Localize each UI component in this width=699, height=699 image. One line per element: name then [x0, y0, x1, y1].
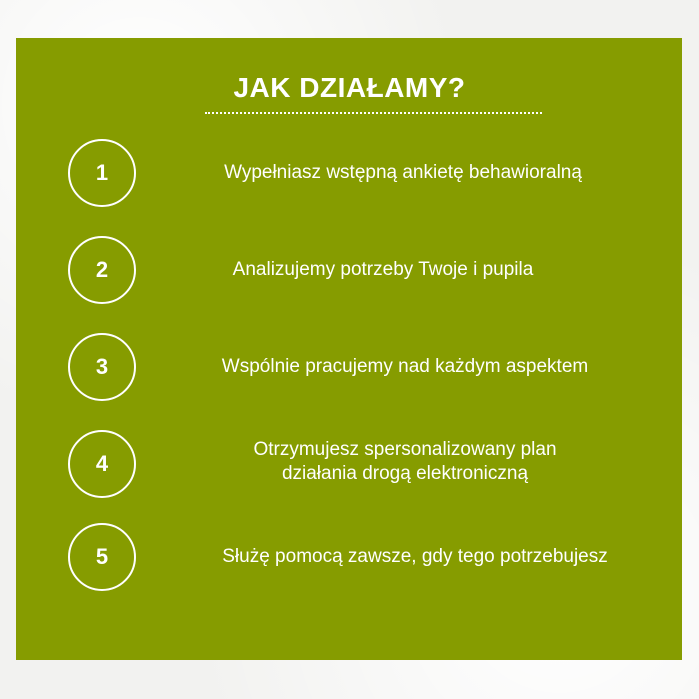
step-number: 2: [95, 257, 109, 282]
step-text: Wypełniasz wstępną ankietę behawioralną: [224, 162, 582, 183]
step-number-circle: [68, 333, 136, 401]
step-text-line-2: działania drogą elektroniczną: [281, 463, 529, 484]
step-number-circle: [68, 236, 136, 304]
step-text: Wspólnie pracujemy nad każdym aspektem: [221, 356, 589, 377]
step-number-circle: [68, 430, 136, 498]
step-1: [0, 139, 699, 219]
step-number: 4: [95, 451, 109, 476]
page-title: JAK DZIAŁAMY?: [233, 72, 466, 103]
step-text: [150, 438, 660, 486]
step-number: 3: [95, 354, 109, 379]
step-number: 1: [95, 160, 109, 185]
title-dotted-underline: [205, 112, 542, 114]
step-number-circle: [68, 139, 136, 207]
step-number-circle: [68, 523, 136, 591]
step-text: Analizujemy potrzeby Twoje i pupila: [232, 259, 534, 280]
step-3: [0, 333, 699, 413]
step-text-line-1: Otrzymujesz spersonalizowany plan: [253, 439, 557, 460]
step-5: [0, 523, 699, 603]
step-2: [0, 236, 699, 316]
step-text: Służę pomocą zawsze, gdy tego potrzebujesz: [222, 546, 608, 567]
step-number: 5: [95, 544, 109, 569]
step-4: [0, 430, 699, 510]
